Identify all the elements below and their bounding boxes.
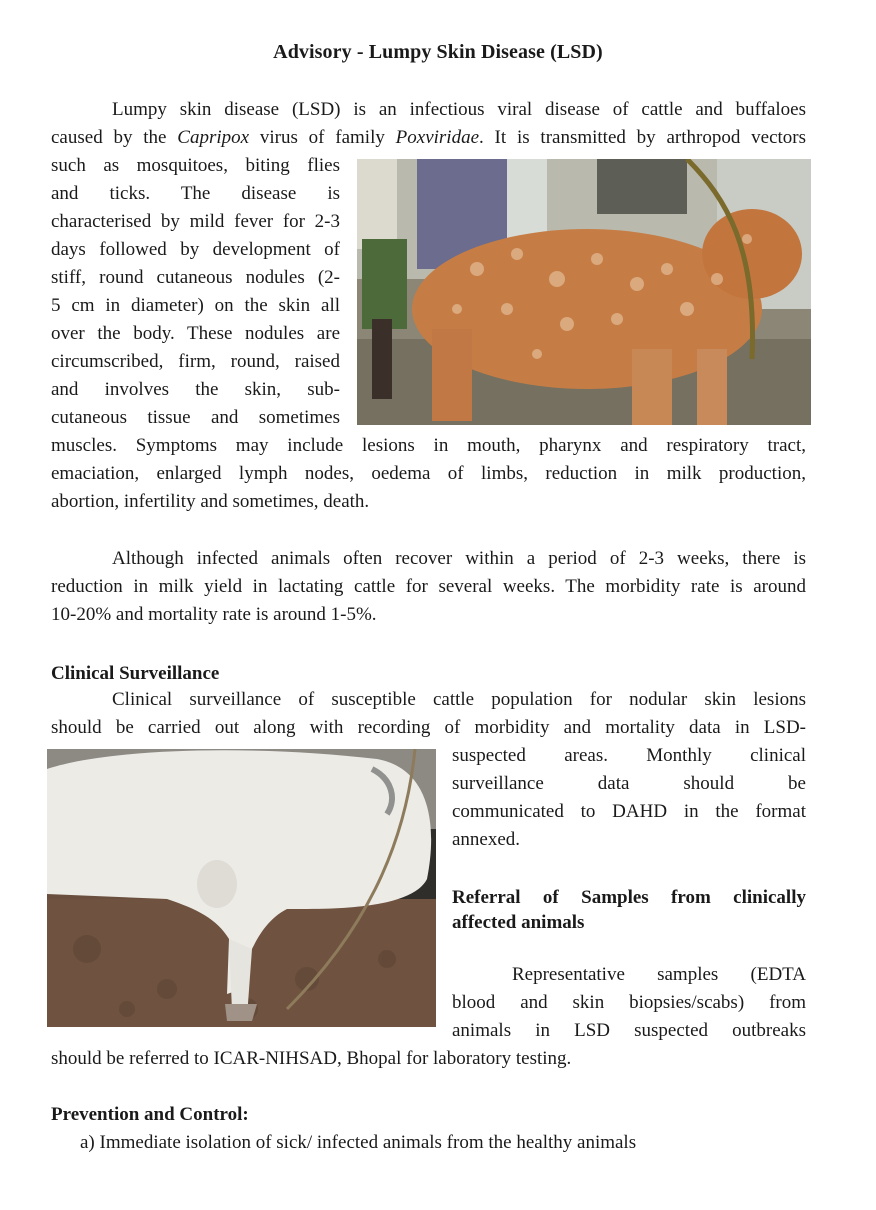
recovery-line-1: Although infected animals often recover within a period of 2-3 weeks, there is [112, 548, 806, 569]
referral-heading-line-1: Referral of Samples from clinically [452, 887, 806, 908]
intro-line-8: 5 cm in diameter) on the skin all [51, 295, 340, 316]
referral-line-4: should be referred to ICAR-NIHSAD, Bhopal for laboratory testing. [51, 1048, 572, 1069]
intro-line-4: and ticks. The disease is [51, 183, 340, 204]
prevention-item-a: a) Immediate isolation of sick/ infected animals from the healthy animals [80, 1132, 637, 1153]
recovery-line-3: 10-20% and mortality rate is around 1-5%. [51, 604, 377, 625]
intro-line-13: muscles. Symptoms may include lesions in mouth, pharynx and respiratory tract, [51, 435, 806, 456]
referral-heading-line-2: affected animals [452, 912, 585, 933]
surveillance-heading: Clinical Surveillance [51, 663, 220, 684]
surveillance-line-4: surveillance data should be [452, 773, 806, 794]
surveillance-line-6: annexed. [452, 829, 521, 850]
white-cow-photo [47, 749, 436, 1027]
surveillance-line-5: communicated to DAHD in the format [452, 801, 806, 822]
surveillance-line-3: suspected areas. Monthly clinical [452, 745, 806, 766]
intro-line-9: over the body. These nodules are [51, 323, 340, 344]
referral-line-2: blood and skin biopsies/scabs) from [452, 992, 806, 1013]
intro-line-10: circumscribed, firm, round, raised [51, 351, 340, 372]
intro-line-11: and involves the skin, sub- [51, 379, 340, 400]
surveillance-line-2: should be carried out along with recording of morbidity and mortality data in LSD- [51, 717, 806, 738]
capripox-term: Capripox [177, 127, 250, 148]
intro-line-15: abortion, infertility and sometimes, death. [51, 491, 370, 512]
lsd-calf-photo [357, 159, 811, 425]
intro-line-5: characterised by mild fever for 2-3 [51, 211, 340, 232]
intro-line-3: such as mosquitoes, biting flies [51, 155, 340, 176]
prevention-heading: Prevention and Control: [51, 1104, 249, 1125]
intro-text: virus of family [249, 127, 396, 148]
referral-line-1: Representative samples (EDTA [512, 964, 806, 985]
page-title: Advisory - Lumpy Skin Disease (LSD) [273, 41, 603, 63]
intro-line-12: cutaneous tissue and sometimes [51, 407, 340, 428]
intro-text: . It is transmitted by arthropod vectors [479, 127, 806, 148]
poxviridae-term: Poxviridae [395, 127, 480, 148]
surveillance-line-1: Clinical surveillance of susceptible cattle population for nodular skin lesions [112, 689, 806, 710]
recovery-line-2: reduction in milk yield in lactating cattle for several weeks. The morbidity rate is around [51, 576, 806, 597]
intro-line-6: days followed by development of [51, 239, 340, 260]
referral-line-3: animals in LSD suspected outbreaks [452, 1020, 806, 1041]
intro-line-1: Lumpy skin disease (LSD) is an infectious viral disease of cattle and buffaloes [112, 99, 806, 120]
intro-line-7: stiff, round cutaneous nodules (2- [51, 267, 340, 288]
intro-text: caused by the [51, 127, 178, 148]
intro-line-2 [51, 124, 806, 152]
intro-line-14: emaciation, enlarged lymph nodes, oedema of limbs, reduction in milk production, [51, 463, 806, 484]
